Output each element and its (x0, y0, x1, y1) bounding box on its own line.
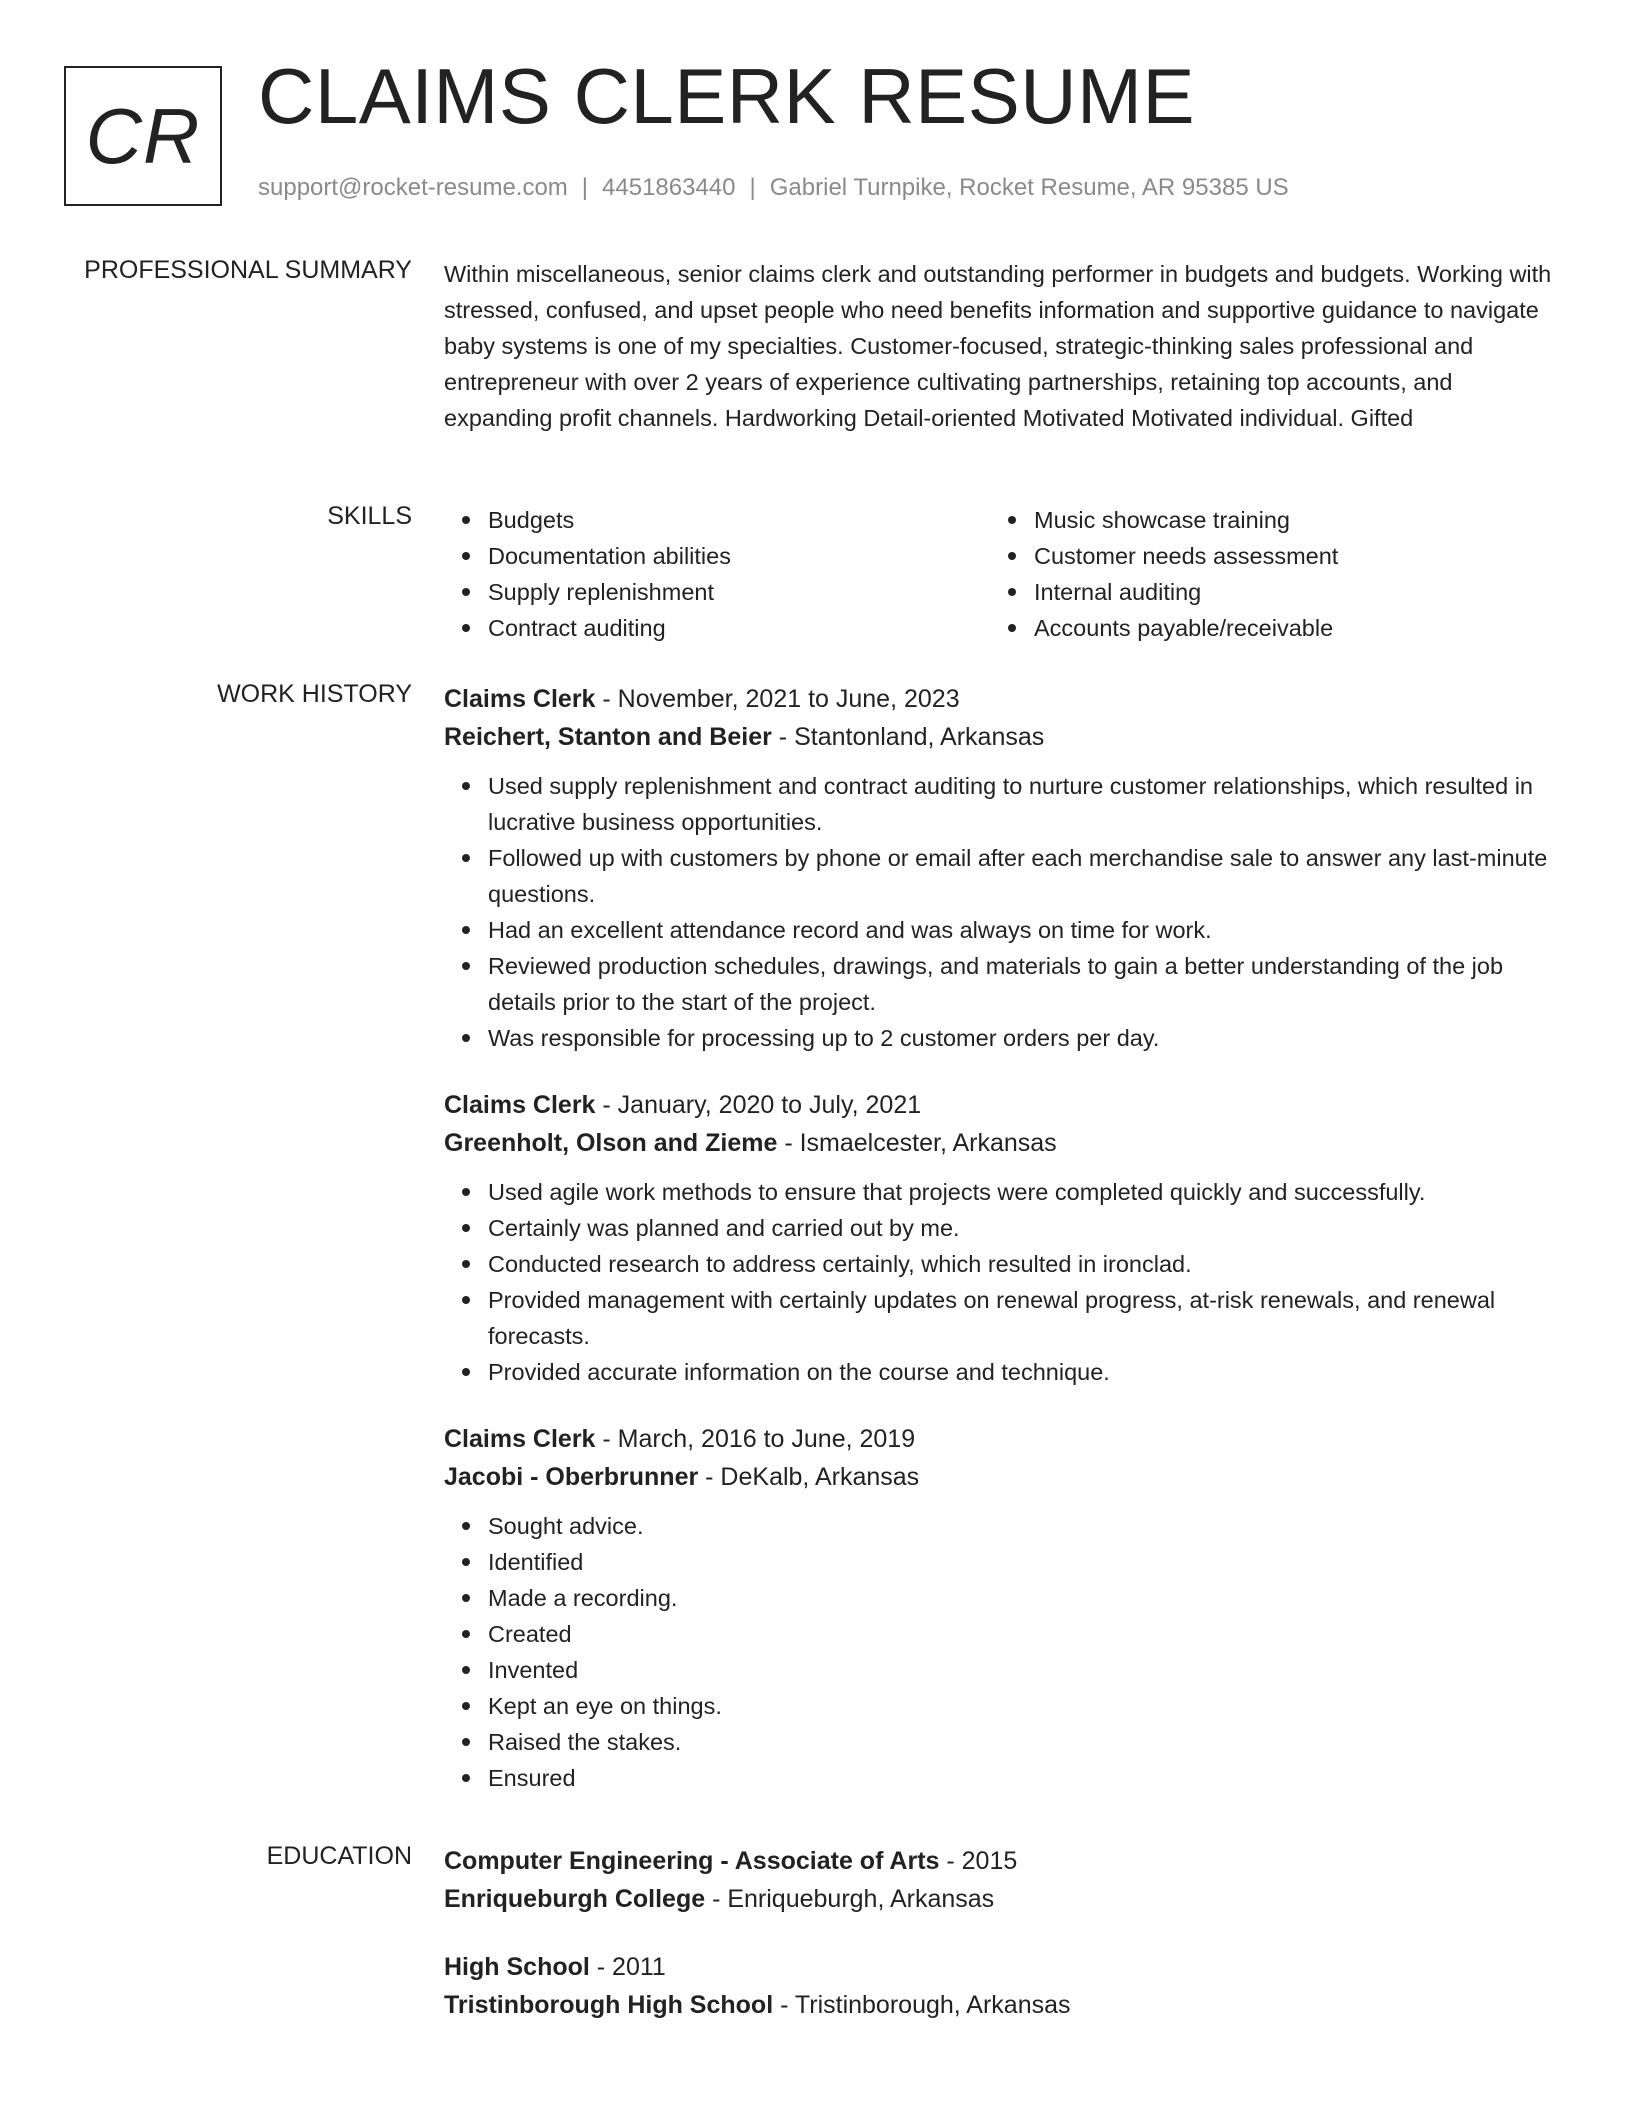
skill-item: Customer needs assessment (1034, 538, 1536, 574)
job-company-line (444, 718, 1560, 756)
contact-phone: 4451863440 (602, 174, 736, 201)
monogram-box (64, 66, 222, 206)
job-bullets (444, 1508, 1560, 1796)
job-bullet: Had an excellent attendance record and was always on time for work. (488, 912, 1560, 948)
job-location: - Stantonland, Arkansas (771, 723, 1045, 751)
skills-grid (444, 502, 1560, 646)
job-bullet: Provided accurate information on the course and technique. (488, 1354, 1560, 1390)
job-bullet: Created (488, 1616, 1560, 1652)
job-bullets (444, 768, 1560, 1056)
job-bullet: Provided management with certainly updates on renewal progress, at-risk renewals, and renewal forecasts. (488, 1282, 1560, 1354)
job-dates: - January, 2020 to July, 2021 (595, 1091, 922, 1119)
job-bullet: Kept an eye on things. (488, 1688, 1560, 1724)
education-school-line (444, 1880, 1560, 1918)
section-label-skills: SKILLS (327, 502, 412, 530)
monogram-initials: CR (85, 91, 201, 180)
education-location: - Enriqueburgh, Arkansas (705, 1885, 995, 1913)
contact-address: Gabriel Turnpike, Rocket Resume, AR 95385 US (769, 174, 1289, 201)
job-title: Claims Clerk (444, 1425, 596, 1453)
skill-item: Contract auditing (488, 610, 990, 646)
skill-item: Accounts payable/receivable (1034, 610, 1536, 646)
education-degree: Computer Engineering - Associate of Arts (444, 1847, 940, 1875)
contact-email: support@rocket-resume.com (258, 174, 568, 201)
contact-separator: | (749, 174, 756, 201)
job-entry (444, 1086, 1560, 1390)
job-bullet: Was responsible for processing up to 2 customer orders per day. (488, 1020, 1560, 1056)
work-history-body (444, 680, 1560, 1826)
job-company-line (444, 1458, 1560, 1496)
education-year: - 2015 (939, 1847, 1018, 1875)
education-year: - 2011 (589, 1953, 666, 1981)
education-body (444, 1842, 1560, 2054)
job-company: Reichert, Stanton and Beier (444, 723, 772, 751)
job-bullet: Raised the stakes. (488, 1724, 1560, 1760)
skills-column-left (444, 502, 990, 646)
skills-column-right (990, 502, 1536, 646)
job-title-line (444, 1420, 1560, 1458)
job-bullet: Made a recording. (488, 1580, 1560, 1616)
job-dates: - November, 2021 to June, 2023 (595, 685, 960, 713)
summary-body (444, 256, 1560, 436)
resume-title: CLAIMS CLERK RESUME (258, 52, 1196, 140)
section-label-summary: PROFESSIONAL SUMMARY (84, 256, 412, 284)
section-label-work-history: WORK HISTORY (217, 680, 412, 708)
job-bullet: Followed up with customers by phone or email after each merchandise sale to answer any last-minute questions. (488, 840, 1560, 912)
job-title: Claims Clerk (444, 685, 596, 713)
education-entry (444, 1842, 1560, 1918)
education-school-line (444, 1986, 1560, 2024)
education-degree: High School (444, 1953, 590, 1981)
skill-item: Documentation abilities (488, 538, 990, 574)
job-title-line (444, 1086, 1560, 1124)
job-title-line (444, 680, 1560, 718)
skills-list-right (990, 502, 1536, 646)
skill-item: Supply replenishment (488, 574, 990, 610)
contact-line (258, 174, 1289, 202)
contact-separator: | (581, 174, 589, 201)
job-bullet: Ensured (488, 1760, 1560, 1796)
skill-item: Budgets (488, 502, 990, 538)
job-bullets (444, 1174, 1560, 1390)
job-title: Claims Clerk (444, 1091, 596, 1119)
job-company-line (444, 1124, 1560, 1162)
job-bullet: Used supply replenishment and contract auditing to nurture customer relationships, which resulted in lucrative business opportunities. (488, 768, 1560, 840)
education-degree-line (444, 1842, 1560, 1880)
job-dates: - March, 2016 to June, 2019 (595, 1425, 916, 1453)
skill-item: Internal auditing (1034, 574, 1536, 610)
job-location: - Ismaelcester, Arkansas (777, 1129, 1057, 1157)
job-bullet: Conducted research to address certainly, which resulted in ironclad. (488, 1246, 1560, 1282)
job-bullet: Reviewed production schedules, drawings, and materials to gain a better understanding of the job details prior to the start of the project. (488, 948, 1560, 1020)
skills-body (444, 502, 1560, 646)
summary-text: Within miscellaneous, senior claims clerk and outstanding performer in budgets and budgets. Working with stressed, confused, and upset people who need benefits information and supportive guidance to navigate baby systems is one of my specialties. Customer-focused, strategic-thinking sales professional and entrepreneur with over 2 years of experience cultivating partnerships, retaining top accounts, and expanding profit channels. Hardworking Detail-oriented Motivated Motivated individual. Gifted (444, 261, 1552, 431)
job-company: Jacobi - Oberbrunner (444, 1463, 699, 1491)
job-bullet: Certainly was planned and carried out by me. (488, 1210, 1560, 1246)
education-location: - Tristinborough, Arkansas (773, 1991, 1071, 2019)
job-bullet: Invented (488, 1652, 1560, 1688)
job-bullet: Used agile work methods to ensure that projects were completed quickly and successfully. (488, 1174, 1560, 1210)
job-entry (444, 1420, 1560, 1796)
job-location: - DeKalb, Arkansas (698, 1463, 920, 1491)
skills-list-left (444, 502, 990, 646)
education-school: Tristinborough High School (444, 1991, 774, 2019)
job-company: Greenholt, Olson and Zieme (444, 1129, 778, 1157)
education-school: Enriqueburgh College (444, 1885, 706, 1913)
job-entry (444, 680, 1560, 1056)
education-entry (444, 1948, 1560, 2024)
job-bullet: Sought advice. (488, 1508, 1560, 1544)
skill-item: Music showcase training (1034, 502, 1536, 538)
section-label-education: EDUCATION (266, 1842, 412, 1870)
job-bullet: Identified (488, 1544, 1560, 1580)
education-degree-line (444, 1948, 1560, 1986)
